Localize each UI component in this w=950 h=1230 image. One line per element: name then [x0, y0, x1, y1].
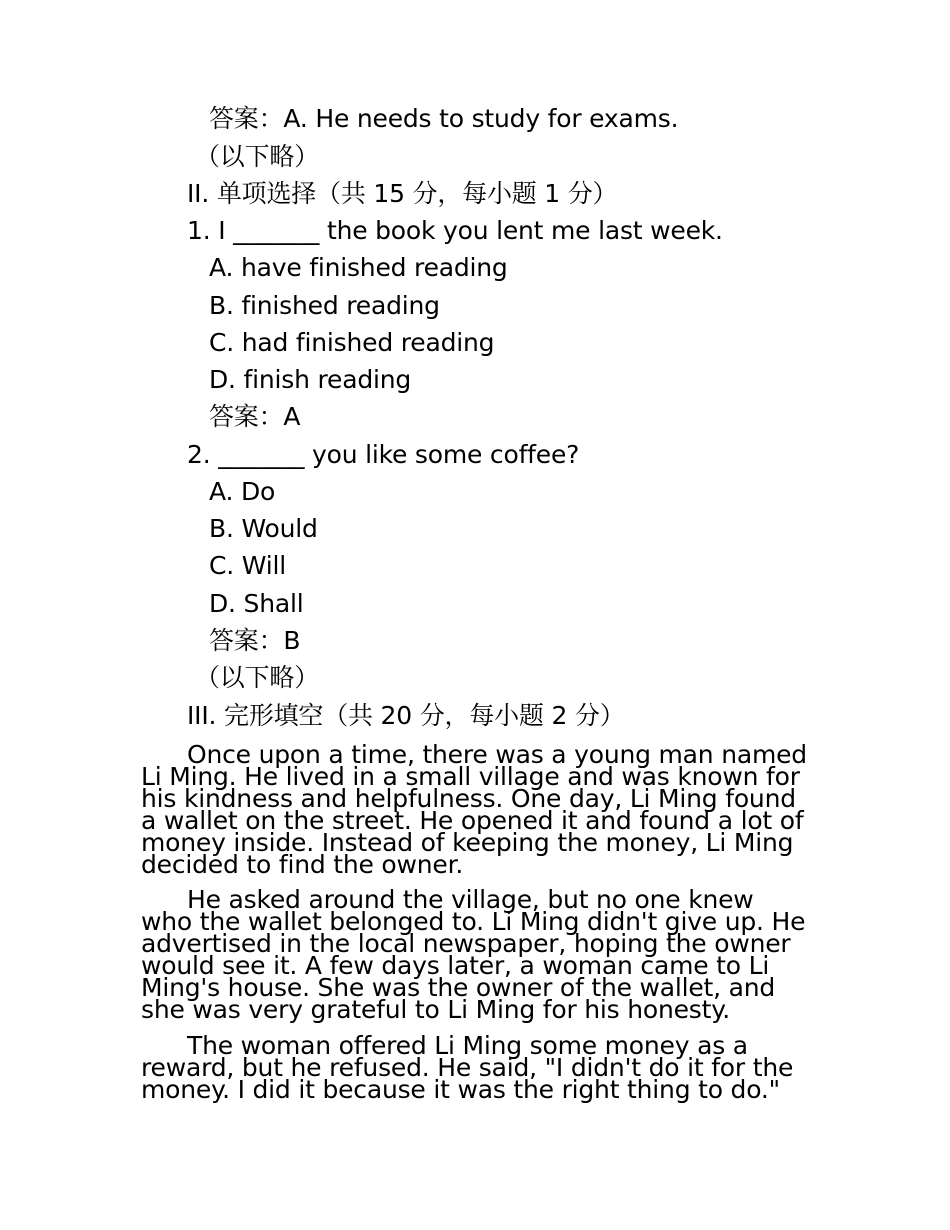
question-option: B. Would: [209, 514, 318, 543]
omitted-note: （以下略）: [195, 142, 320, 171]
question-option: A. have finished reading: [209, 253, 508, 282]
question-option: C. had finished reading: [209, 328, 495, 357]
question-stem: 2. _______ you like some coffee?: [187, 440, 580, 469]
question-answer: 答案：A: [209, 402, 301, 431]
cloze-paragraph: Once upon a time, there was a young man named Li Ming. He lived in a small village and was known for his kindness and helpfulness. One day, Li Ming found a wallet on the street. He opened it and found a lot of money inside. Instead of keeping the money, Li Ming decided to find the owner.: [141, 740, 807, 879]
question-stem: 1. I _______ the book you lent me last week.: [187, 216, 723, 245]
prior-answer: 答案：A. He needs to study for exams.: [209, 104, 679, 133]
question-option: A. Do: [209, 477, 276, 506]
question-answer: 答案：B: [209, 626, 301, 655]
cloze-paragraph: The woman offered Li Ming some money as a reward, but he refused. He said, "I didn't do it for the money. I did it because it was the right thing to do.": [141, 1031, 794, 1104]
section-heading: III. 完形填空（共 20 分，每小题 2 分）: [187, 701, 625, 730]
omitted-note: （以下略）: [195, 663, 320, 692]
question-option: C. Will: [209, 551, 286, 580]
question-option: B. finished reading: [209, 291, 440, 320]
section-heading: II. 单项选择（共 15 分，每小题 1 分）: [187, 179, 618, 208]
question-option: D. Shall: [209, 589, 304, 618]
question-option: D. finish reading: [209, 365, 412, 394]
cloze-paragraph: He asked around the village, but no one knew who the wallet belonged to. Li Ming didn't give up. He advertised in the local newspaper, hoping the owner would see it. A few days later, a woman came to Li Ming's house. She was the owner of the wallet, and she was very grateful to Li Ming for his honesty.: [141, 885, 806, 1024]
